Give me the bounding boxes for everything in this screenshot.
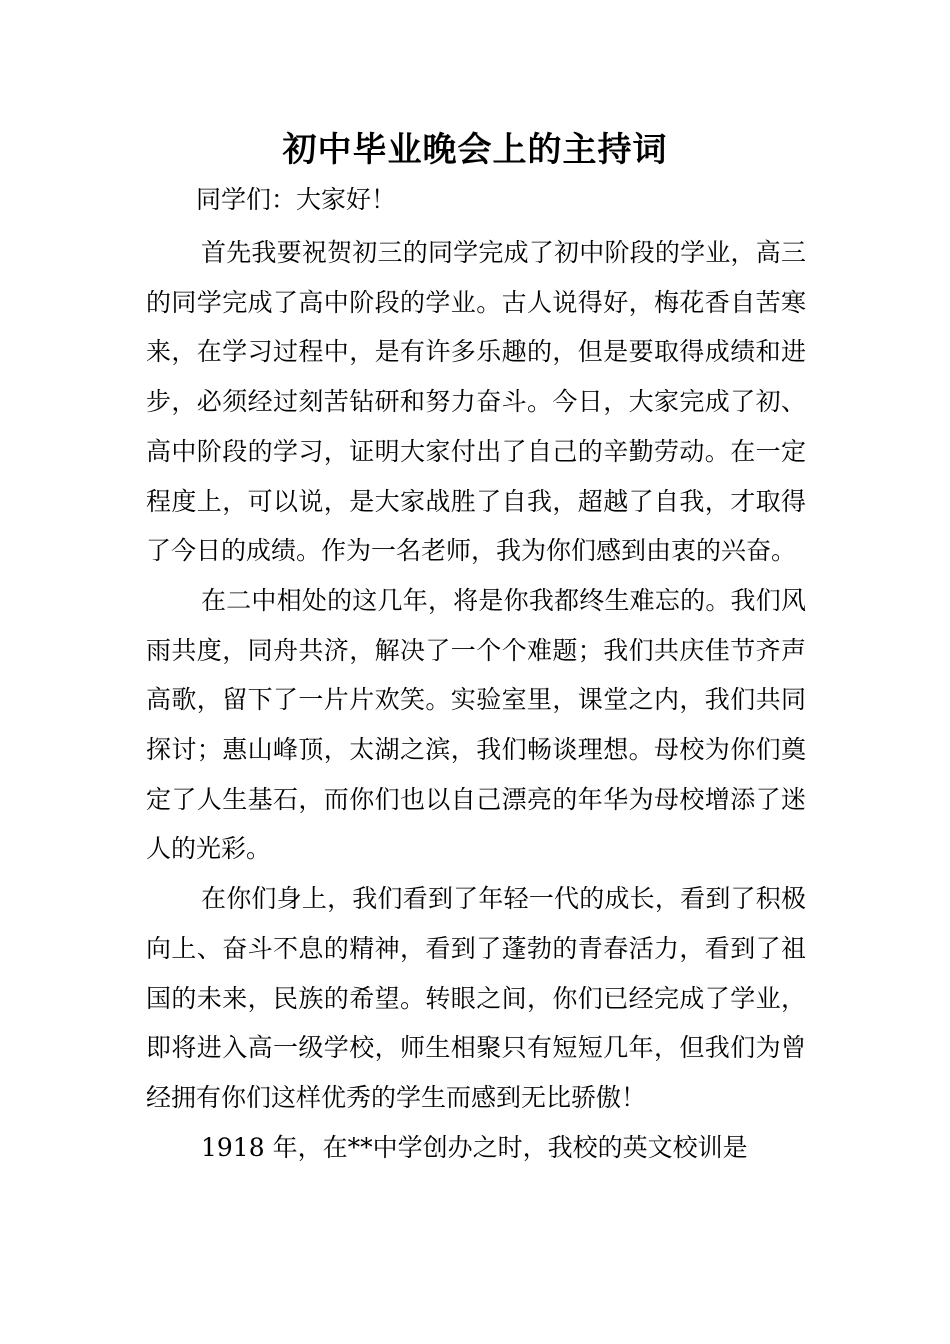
paragraph: 在二中相处的这几年，将是你我都终生难忘的。我们风雨共度，同舟共济，解决了一个个难题；我们共庆佳节齐声高歌，留下了一片片欢笑。实验室里，课堂之内，我们共同探讨；惠山峰顶，太湖之滨，我们畅谈理想。母校为你们奠定了人生基石，而你们也以自己漂亮的年华为母校增添了迷人的光彩。 [146,585,806,864]
document-title: 初中毕业晚会上的主持词 [282,130,668,170]
document-body [146,228,806,1172]
paragraph: 1918 年，在**中学创办之时，我校的英文校训是 [201,1132,748,1162]
paragraph: 首先我要祝贺初三的同学完成了初中阶段的学业，高三的同学完成了高中阶段的学业。古人说得好，梅花香自苦寒来，在学习过程中，是有许多乐趣的，但是要取得成绩和进步，必须经过刻苦钻研和努力奋斗。今日，大家完成了初、高中阶段的学习，证明大家付出了自己的辛勤劳动。在一定程度上，可以说，是大家战胜了自我，超越了自我，才取得了今日的成绩。作为一名老师，我为你们感到由衷的兴奋。 [146,238,806,566]
greeting-line: 同学们：大家好！ [196,185,397,214]
paragraph: 在你们身上，我们看到了年轻一代的成长，看到了积极向上、奋斗不息的精神，看到了蓬勃的青春活力，看到了祖国的未来，民族的希望。转眼之间，你们已经完成了学业，即将进入高一级学校，师生相聚只有短短几年，但我们为曾经拥有你们这样优秀的学生而感到无比骄傲！ [146,884,806,1112]
